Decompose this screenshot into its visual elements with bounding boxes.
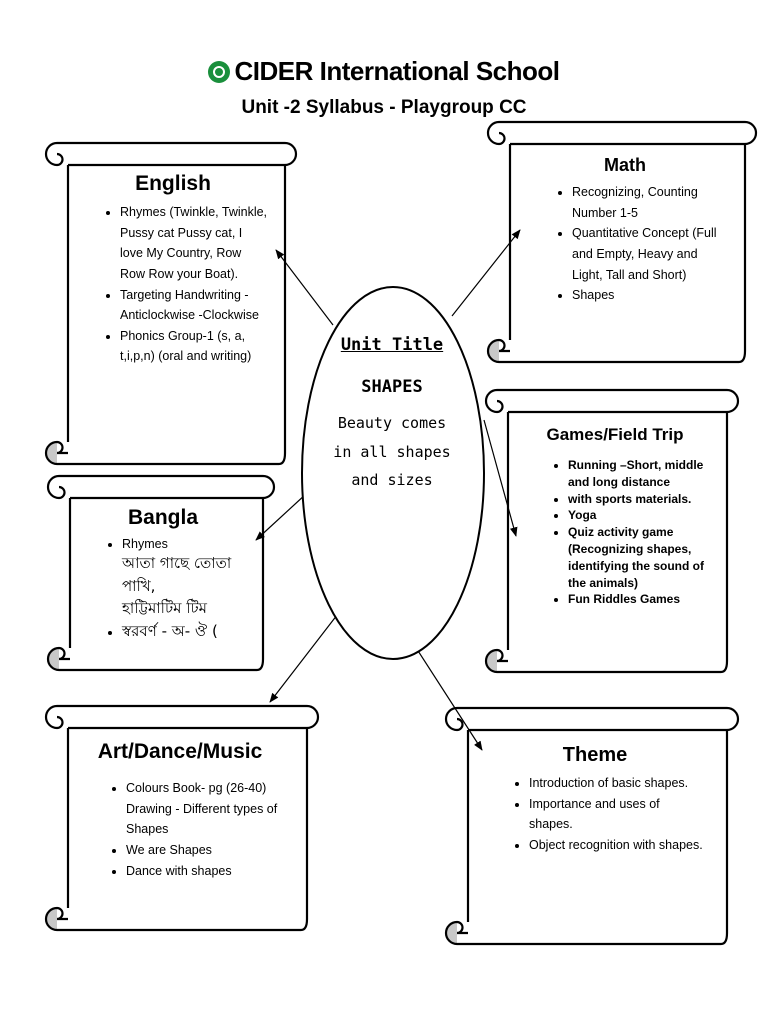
list-item: • Recognizing, Counting Number 1-5 <box>572 182 720 223</box>
art-box <box>80 740 280 881</box>
list-item: • Importance and uses of shapes. <box>529 794 705 835</box>
tagline-line-2: in all shapes <box>333 442 451 461</box>
list-item <box>122 620 248 643</box>
games-box <box>520 425 710 608</box>
bangla-rhymes-label: Rhymes <box>122 537 168 551</box>
school-name <box>0 56 768 87</box>
list-item <box>122 536 248 620</box>
theme-list <box>485 773 705 856</box>
english-box <box>78 172 268 367</box>
bangla-title: Bangla <box>127 506 198 529</box>
bangla-rhyme-line-1: আতা গাছে তোতা পাখি, <box>122 554 232 595</box>
list-item: • with sports materials. <box>568 491 710 508</box>
list-item: • Quiz activity game (Recognizing shapes, identifying the sound of the animals) <box>568 524 710 591</box>
list-item: • Quantitative Concept (Full and Empty, Heavy and Light, Tall and Short) <box>572 223 720 285</box>
art-title: Art/Dance/Music <box>97 740 263 763</box>
tagline-line-1: Beauty comes <box>337 414 447 432</box>
list-item: • We are Shapes <box>126 840 280 861</box>
games-list <box>520 457 710 608</box>
list-item: • Colours Book- pg (26-40) Drawing - Different types of Shapes <box>126 778 280 840</box>
list-item: • Running –Short, middle and long distance <box>568 457 710 491</box>
unit-title-block <box>322 335 462 495</box>
unit-subtitle: Unit -2 Syllabus - Playgroup CC <box>241 97 527 118</box>
games-title: Games/Field Trip <box>546 425 684 444</box>
math-list <box>530 182 720 306</box>
school-logo-icon <box>208 61 230 83</box>
list-item: • Rhymes (Twinkle, Twinkle, Pussy cat Pussy cat, I love My Country, Row Row Row your Boat). <box>120 202 268 285</box>
list-item: • Dance with shapes <box>126 861 280 882</box>
bangla-box <box>78 506 248 642</box>
english-list <box>78 202 268 367</box>
unit-tagline <box>322 409 462 495</box>
list-item: • Targeting Handwriting -Anticlockwise -Clockwise <box>120 285 268 326</box>
list-item: • Yoga <box>568 507 710 524</box>
arrow-to-art <box>270 606 344 702</box>
unit-title-label: Unit Title <box>340 335 444 355</box>
tagline-line-3: and sizes <box>351 471 433 489</box>
bangla-swarbarna: • স্বরবর্ণ - অ- ঔ ( <box>122 621 218 640</box>
list-item: • Fun Riddles Games <box>568 591 710 608</box>
theme-title: Theme <box>562 744 628 766</box>
school-name-text: CIDER International School <box>234 56 560 86</box>
theme-box <box>485 744 705 856</box>
arrow-to-games <box>484 420 516 536</box>
list-item: • Object recognition with shapes. <box>529 835 705 856</box>
bangla-list <box>78 536 248 642</box>
list-item: • Phonics Group-1 (s, a, t,i,p,n) (oral and writing) <box>120 326 268 367</box>
math-box <box>530 155 720 306</box>
list-item: • Introduction of basic shapes. <box>529 773 705 794</box>
art-list <box>80 778 280 881</box>
bangla-rhyme-line-2: হাট্টিমাটিম টিম <box>122 599 208 618</box>
math-title: Math <box>604 155 646 175</box>
list-item: • Shapes <box>572 285 720 306</box>
english-title: English <box>135 172 211 195</box>
unit-title: SHAPES <box>361 377 423 397</box>
